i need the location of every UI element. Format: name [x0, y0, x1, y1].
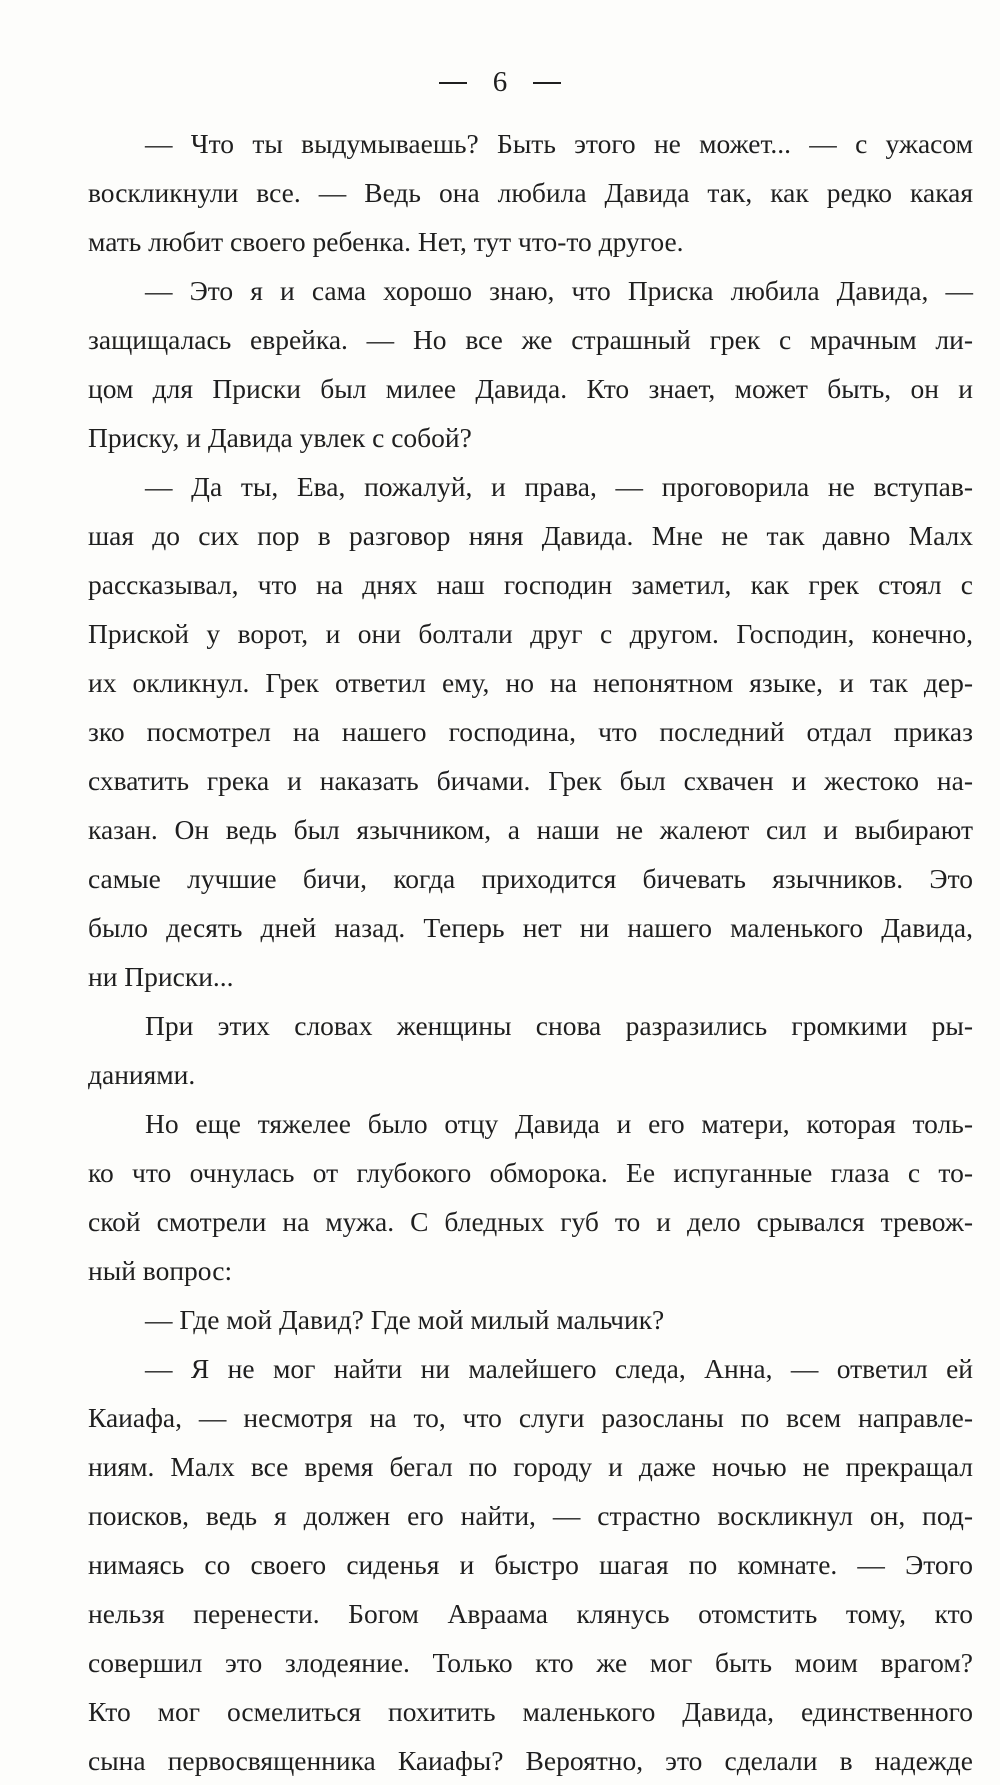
text-line: мать любит своего ребенка. Нет, тут что-то другое.: [88, 226, 684, 257]
text-line: ской смотрели на мужа. С бледных губ то и дело срывался тревож-: [88, 1206, 973, 1237]
text-line: Приску, и Давида увлек с собой?: [88, 422, 472, 453]
text-line: воскликнули все. — Ведь она любила Давида так, как редко какая: [88, 177, 973, 208]
text-line: — Да ты, Ева, пожалуй, и права, — проговорила не вступав-: [145, 471, 973, 502]
text-line: — Где мой Давид? Где мой милый мальчик?: [145, 1304, 665, 1335]
text-line: — Что ты выдумываешь? Быть этого не может... — с ужасом: [145, 128, 973, 159]
text-line: шая до сих пор в разговор няня Давида. Мне не так давно Малх: [88, 520, 973, 551]
text-line: ни Приски...: [88, 961, 234, 992]
text-line: ниям. Малх все время бегал по городу и даже ночью не прекращал: [88, 1451, 973, 1482]
text-line: ко что очнулась от глубокого обморока. Ее испуганные глаза с то-: [88, 1157, 973, 1188]
text-line: зко посмотрел на нашего господина, что последний отдал приказ: [88, 716, 973, 747]
page-header: [0, 66, 1000, 99]
text-line: защищалась еврейка. — Но все же страшный грек с мрачным ли-: [88, 324, 973, 355]
text-line: нимаясь со своего сиденья и быстро шагая по комнате. — Этого: [88, 1549, 973, 1580]
header-dash-right: [533, 82, 561, 84]
text-line: Приской у ворот, и они болтали друг с другом. Господин, конечно,: [88, 618, 973, 649]
text-line: Кто мог осмелиться похитить маленького Давида, единственного: [88, 1696, 973, 1727]
text-line: было десять дней назад. Теперь нет ни нашего маленького Давида,: [88, 912, 973, 943]
text-line: нельзя перенести. Богом Авраама клянусь отомстить тому, кто: [88, 1598, 973, 1629]
text-line: даниями.: [88, 1059, 196, 1090]
text-line: При этих словах женщины снова разразились громкими ры-: [145, 1010, 973, 1041]
header-dash-left: [439, 82, 467, 84]
page-number: 6: [492, 66, 508, 98]
text-line: — Я не мог найти ни малейшего следа, Анна, — ответил ей: [145, 1353, 973, 1384]
text-line: ный вопрос:: [88, 1255, 233, 1286]
text-line: сына первосвященника Каиафы? Вероятно, это сделали в надежде: [88, 1745, 973, 1776]
body-text: [88, 119, 973, 1785]
text-line: — Это я и сама хорошо знаю, что Приска любила Давида, —: [145, 275, 973, 306]
text-line: их окликнул. Грек ответил ему, но на непонятном языке, и так дер-: [88, 667, 973, 698]
text-line: совершил это злодеяние. Только кто же мог быть моим врагом?: [88, 1647, 973, 1678]
text-line: поисков, ведь я должен его найти, — страстно воскликнул он, под-: [88, 1500, 973, 1531]
text-line: Каиафа, — несмотря на то, что слуги разосланы по всем направле-: [88, 1402, 973, 1433]
text-line: Но еще тяжелее было отцу Давида и его матери, которая толь-: [145, 1108, 973, 1139]
text-line: схватить грека и наказать бичами. Грек был схвачен и жестоко на-: [88, 765, 973, 796]
text-line: казан. Он ведь был язычником, а наши не жалеют сил и выбирают: [88, 814, 973, 845]
text-line: цом для Приски был милее Давида. Кто знает, может быть, он и: [88, 373, 973, 404]
text-line: самые лучшие бичи, когда приходится бичевать язычников. Это: [88, 863, 973, 894]
text-line: рассказывал, что на днях наш господин заметил, как грек стоял с: [88, 569, 973, 600]
